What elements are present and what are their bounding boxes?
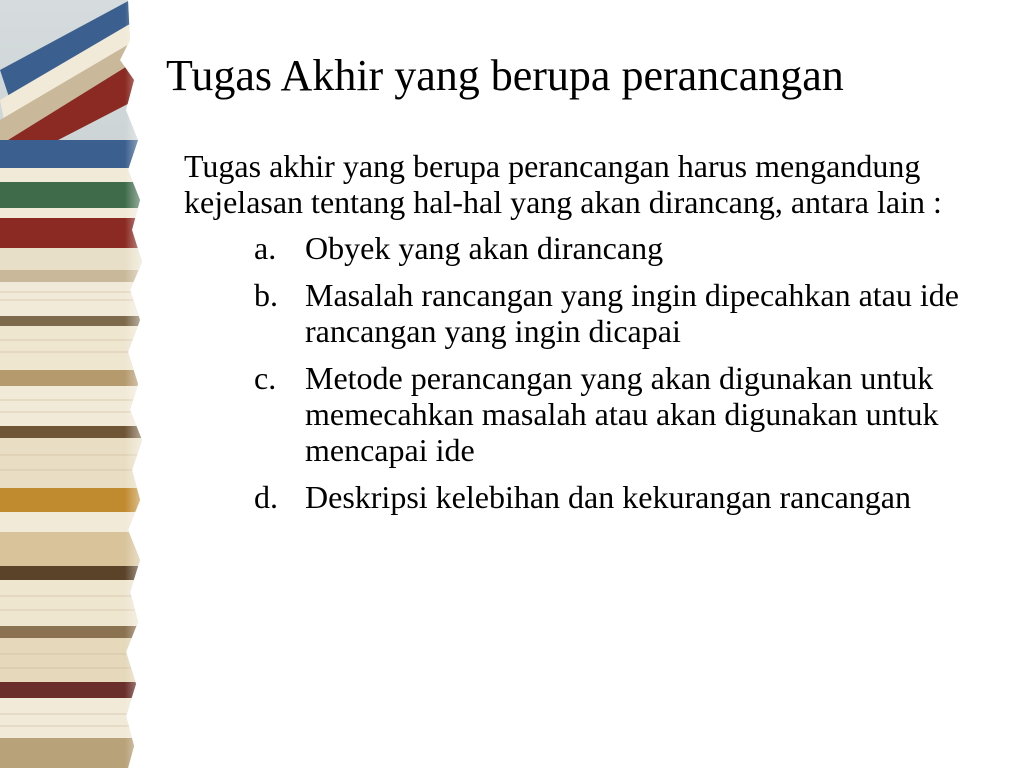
list-item bbox=[184, 360, 984, 468]
slide-body bbox=[184, 148, 984, 526]
list-marker: b. bbox=[254, 277, 278, 313]
list-marker: c. bbox=[254, 360, 277, 396]
list-marker: d. bbox=[254, 479, 278, 515]
slide-title: Tugas Akhir yang berupa perancangan bbox=[166, 51, 844, 100]
list-item bbox=[184, 479, 984, 515]
list-item-text: Metode perancangan yang akan digunakan untuk memecahkan masalah atau akan digunakan untuk mencapai ide bbox=[305, 360, 939, 468]
book-stack-image bbox=[0, 0, 160, 768]
list-item-text: Masalah rancangan yang ingin dipecahkan atau ide rancangan yang ingin dicapai bbox=[305, 277, 959, 349]
intro-paragraph: Tugas akhir yang berupa perancangan harus mengandung kejelasan tentang hal-hal yang akan dirancang, antara lain : bbox=[184, 148, 942, 220]
list-item-text: Obyek yang akan dirancang bbox=[305, 230, 664, 266]
requirement-list bbox=[184, 230, 984, 515]
list-item bbox=[184, 277, 984, 349]
list-marker: a. bbox=[254, 230, 277, 266]
list-item-text: Deskripsi kelebihan dan kekurangan rancangan bbox=[305, 479, 911, 515]
list-item bbox=[184, 230, 984, 266]
